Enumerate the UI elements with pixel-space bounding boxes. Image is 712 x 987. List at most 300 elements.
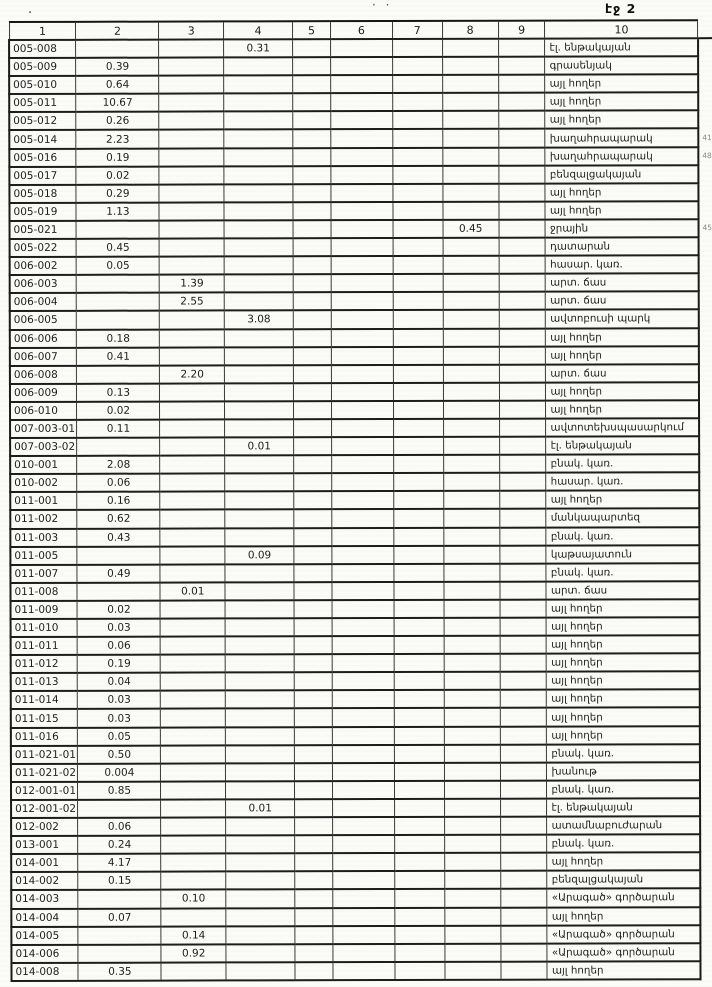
area-value-cell	[294, 455, 332, 473]
handwritten-margin-mark	[699, 364, 712, 382]
parcel-code-cell: 014-001	[11, 854, 78, 872]
area-value-cell	[393, 129, 443, 147]
area-value-cell: 0.06	[78, 818, 161, 836]
area-value-cell: 0.02	[78, 601, 161, 619]
area-value-cell: 0.62	[77, 510, 160, 528]
land-use-cell: այլ հողեր	[547, 690, 700, 708]
area-value-cell	[159, 184, 224, 202]
area-value-cell	[332, 564, 394, 582]
area-value-cell	[293, 39, 331, 57]
area-value-cell	[393, 202, 443, 220]
area-value-cell	[444, 726, 500, 744]
parcel-code-cell: 005-014	[9, 130, 76, 148]
area-value-cell	[160, 329, 225, 347]
area-value-cell	[333, 853, 395, 871]
land-use-cell: այլ հողեր	[547, 708, 700, 726]
area-value-cell	[393, 455, 443, 473]
land-use-cell: այլ հողեր	[547, 726, 700, 744]
column-header: 1	[9, 22, 76, 40]
area-value-cell	[500, 708, 547, 726]
area-value-cell	[500, 744, 547, 762]
area-value-cell	[394, 835, 444, 853]
area-value-cell	[225, 510, 294, 528]
parcel-code-cell: 014-005	[11, 926, 78, 944]
land-use-cell: արտ. ճաս	[546, 581, 699, 599]
area-value-cell	[499, 400, 546, 418]
handwritten-margin-mark	[700, 889, 712, 907]
area-value-cell: 0.11	[77, 420, 160, 438]
table-body	[9, 38, 712, 981]
area-value-cell	[226, 763, 295, 781]
area-value-cell	[332, 690, 394, 708]
area-value-cell	[293, 130, 331, 148]
area-value-cell	[295, 926, 333, 944]
land-use-cell: բենզալցակայան	[545, 165, 698, 183]
column-header: 2	[76, 22, 159, 40]
parcel-code-cell: 012-001-02	[11, 800, 78, 818]
table-row	[11, 653, 712, 673]
area-value-cell	[498, 147, 545, 165]
parcel-code-cell: 011-014	[11, 691, 78, 709]
area-value-cell	[224, 220, 293, 238]
parcel-code-cell: 012-002	[11, 818, 78, 836]
table-row	[10, 545, 712, 565]
area-value-cell	[295, 835, 333, 853]
table-row	[11, 961, 712, 981]
land-use-cell: բենզալցակայան	[547, 871, 700, 889]
land-use-cell: բնակ. կառ.	[546, 527, 699, 545]
area-value-cell	[499, 310, 546, 328]
area-value-cell	[499, 346, 546, 364]
area-value-cell: 0.26	[76, 112, 159, 130]
area-value-cell	[161, 691, 226, 709]
area-value-cell	[226, 817, 295, 835]
area-value-cell: 0.02	[76, 166, 159, 184]
table-row	[9, 183, 712, 203]
area-value-cell	[224, 75, 293, 93]
area-value-cell	[224, 293, 293, 311]
area-value-cell	[294, 709, 332, 727]
area-value-cell	[293, 292, 331, 310]
parcel-code-cell: 006-003	[10, 275, 77, 293]
column-header: 9	[498, 21, 545, 39]
area-value-cell	[160, 600, 225, 618]
handwritten-margin-mark	[700, 925, 712, 943]
handwritten-margin-mark	[700, 943, 712, 961]
area-value-cell	[224, 112, 293, 130]
table-row	[10, 400, 712, 420]
handwritten-margin-mark	[700, 780, 712, 798]
area-value-cell	[224, 274, 293, 292]
area-value-cell	[160, 510, 225, 528]
area-value-cell	[77, 293, 160, 311]
area-value-cell	[393, 147, 443, 165]
area-value-cell	[161, 817, 226, 835]
parcel-code-cell: 005-010	[9, 76, 76, 94]
area-value-cell	[394, 618, 444, 636]
page-number-label: էջ 2	[605, 1, 637, 16]
scan-artifact-dots: · ·	[372, 0, 393, 12]
area-value-cell	[331, 383, 393, 401]
area-value-cell	[394, 745, 444, 763]
handwritten-margin-mark	[699, 472, 712, 490]
area-value-cell: 0.43	[77, 528, 160, 546]
area-value-cell: 4.17	[78, 854, 161, 872]
table-row	[9, 147, 712, 167]
parcel-code-cell: 005-009	[9, 58, 76, 76]
land-use-cell: այլ հողեր	[545, 74, 698, 92]
area-value-cell	[331, 184, 393, 202]
parcel-code-cell: 007-003-02	[10, 438, 77, 456]
area-value-cell	[443, 165, 499, 183]
area-value-cell	[161, 962, 226, 980]
area-value-cell	[332, 618, 394, 636]
area-value-cell	[499, 437, 546, 455]
area-value-cell	[395, 944, 445, 962]
area-value-cell	[393, 184, 443, 202]
handwritten-margin-mark: 41	[702, 133, 712, 143]
area-value-cell	[294, 528, 332, 546]
area-value-cell	[295, 962, 333, 980]
area-value-cell	[498, 93, 545, 111]
area-value-cell	[500, 636, 547, 654]
table-row	[11, 870, 712, 890]
area-value-cell	[394, 527, 444, 545]
area-value-cell	[294, 437, 332, 455]
area-value-cell	[78, 890, 161, 908]
area-value-cell	[161, 745, 226, 763]
area-value-cell	[331, 256, 393, 274]
area-value-cell	[331, 39, 393, 57]
handwritten-margin-mark	[700, 744, 712, 762]
area-value-cell	[77, 582, 160, 600]
handwritten-margin-mark	[700, 762, 712, 780]
area-value-cell	[225, 636, 294, 654]
area-value-cell	[499, 509, 546, 527]
area-value-cell: 0.92	[161, 944, 226, 962]
area-value-cell	[295, 890, 333, 908]
area-value-cell: 0.41	[77, 347, 160, 365]
table-row	[11, 708, 712, 728]
parcel-code-cell: 006-005	[10, 311, 77, 329]
area-value-cell	[395, 871, 445, 889]
area-value-cell	[393, 383, 443, 401]
area-value-cell: 10.67	[76, 94, 159, 112]
area-value-cell	[333, 817, 395, 835]
parcel-code-cell: 011-001	[10, 492, 77, 510]
area-value-cell	[393, 437, 443, 455]
column-header: 10	[545, 20, 698, 38]
parcel-code-cell: 005-012	[9, 112, 76, 130]
area-value-cell	[332, 636, 394, 654]
area-value-cell	[500, 780, 547, 798]
handwritten-margin-mark	[700, 870, 712, 888]
land-use-cell: արտ. ճաս	[546, 364, 699, 382]
handwritten-margin-mark	[700, 708, 712, 726]
area-value-cell	[294, 582, 332, 600]
land-use-cell: ավտոբուսի պարկ	[546, 310, 699, 328]
area-value-cell: 0.07	[78, 908, 161, 926]
area-value-cell	[159, 220, 224, 238]
area-value-cell	[224, 166, 293, 184]
land-use-cell: այլ հողեր	[546, 599, 699, 617]
land-use-cell: այլ հողեր	[546, 328, 699, 346]
area-value-cell	[392, 39, 442, 57]
area-value-cell	[499, 473, 546, 491]
area-value-cell	[77, 365, 160, 383]
area-value-cell	[332, 708, 394, 726]
area-value-cell	[160, 474, 225, 492]
area-value-cell	[499, 183, 546, 201]
parcel-code-cell: 011-015	[11, 709, 78, 727]
land-use-cell: «Արագած» գործարան	[547, 889, 700, 907]
land-use-cell: արտ. ճաս	[546, 273, 699, 291]
area-value-cell	[160, 383, 225, 401]
land-use-cell: այլ հողեր	[546, 400, 699, 418]
area-value-cell: 0.05	[77, 257, 160, 275]
handwritten-margin-mark	[699, 545, 712, 563]
area-value-cell	[332, 727, 394, 745]
area-value-cell	[444, 762, 500, 780]
area-value-cell	[332, 763, 394, 781]
area-value-cell: 2.23	[76, 130, 159, 148]
handwritten-margin-mark	[700, 852, 712, 870]
area-value-cell	[500, 889, 547, 907]
parcel-code-cell: 011-007	[10, 565, 77, 583]
area-value-cell	[444, 817, 500, 835]
land-use-cell: բնակ. կառ.	[547, 780, 700, 798]
handwritten-margin-mark	[699, 400, 712, 418]
area-value-cell	[500, 599, 547, 617]
area-value-cell	[394, 708, 444, 726]
area-value-cell	[443, 473, 499, 491]
area-value-cell	[444, 708, 500, 726]
table-row	[11, 852, 712, 872]
area-value-cell	[226, 962, 295, 980]
parcel-code-cell: 005-018	[9, 185, 76, 203]
area-value-cell	[294, 691, 332, 709]
table-row	[11, 671, 712, 691]
table-row	[10, 509, 712, 529]
area-value-cell	[499, 419, 546, 437]
area-value-cell	[395, 962, 445, 980]
parcel-code-cell: 010-001	[10, 456, 77, 474]
table-row	[11, 943, 712, 963]
area-value-cell	[500, 762, 547, 780]
parcel-code-cell: 005-022	[10, 239, 77, 257]
area-value-cell	[444, 744, 500, 762]
area-value-cell	[294, 510, 332, 528]
table-row	[11, 834, 712, 854]
area-value-cell	[294, 473, 332, 491]
area-value-cell	[161, 727, 226, 745]
table-row	[10, 364, 712, 384]
land-use-cell: «Արագած» գործարան	[547, 943, 700, 961]
area-value-cell	[159, 39, 224, 57]
area-value-cell	[77, 221, 160, 239]
area-value-cell	[443, 183, 499, 201]
table-row	[9, 111, 712, 131]
area-value-cell	[393, 93, 443, 111]
land-use-cell: այլ հողեր	[547, 671, 700, 689]
area-value-cell	[295, 908, 333, 926]
area-value-cell	[224, 94, 293, 112]
area-value-cell	[161, 836, 226, 854]
area-value-cell	[442, 39, 498, 57]
area-value-cell	[500, 563, 547, 581]
area-value-cell	[226, 709, 295, 727]
area-value-cell	[294, 401, 332, 419]
handwritten-margin-mark	[699, 454, 712, 472]
handwritten-margin-mark	[699, 509, 712, 527]
area-value-cell	[331, 310, 393, 328]
area-value-cell	[395, 907, 445, 925]
area-value-cell	[225, 329, 294, 347]
area-value-cell	[161, 781, 226, 799]
table-row	[9, 38, 712, 58]
table-header-row	[9, 20, 712, 40]
area-value-cell	[160, 347, 225, 365]
area-value-cell	[333, 871, 395, 889]
area-value-cell	[293, 112, 331, 130]
area-value-cell	[224, 184, 293, 202]
land-use-cell: էլ. ենթակայան	[547, 798, 700, 816]
area-value-cell	[393, 274, 443, 292]
area-value-cell: 0.49	[77, 564, 160, 582]
area-value-cell	[160, 492, 225, 510]
area-value-cell	[293, 365, 331, 383]
area-value-cell	[444, 600, 500, 618]
land-use-cell: բնակ. կառ.	[546, 563, 699, 581]
area-value-cell	[159, 238, 224, 256]
table-row	[10, 219, 712, 239]
area-value-cell: 0.02	[77, 401, 160, 419]
parcel-code-cell: 012-001-01	[11, 782, 78, 800]
area-value-cell: 0.64	[76, 76, 159, 94]
land-use-cell: այլ հողեր	[547, 907, 700, 925]
area-value-cell	[444, 853, 500, 871]
handwritten-margin-mark	[698, 111, 712, 129]
area-value-cell: 0.85	[78, 781, 161, 799]
handwritten-margin-mark	[700, 816, 712, 834]
area-value-cell	[394, 781, 444, 799]
area-value-cell	[293, 256, 331, 274]
area-value-cell	[444, 672, 500, 690]
area-value-cell	[226, 890, 295, 908]
handwritten-margin-mark	[698, 92, 712, 110]
area-value-cell	[225, 365, 294, 383]
area-value-cell	[442, 75, 498, 93]
area-value-cell	[293, 274, 331, 292]
handwritten-margin-mark	[700, 798, 712, 816]
area-value-cell	[442, 111, 498, 129]
parcel-code-cell: 005-008	[9, 40, 76, 58]
area-value-cell	[500, 871, 547, 889]
land-use-cell: ատամնաբուժարան	[547, 816, 700, 834]
parcel-code-cell: 014-003	[11, 890, 78, 908]
area-value-cell	[500, 907, 547, 925]
area-value-cell	[443, 202, 499, 220]
table-row	[10, 237, 712, 257]
area-value-cell	[443, 310, 499, 328]
land-use-cell: այլ հողեր	[545, 201, 698, 219]
parcel-code-cell: 014-008	[11, 963, 78, 981]
area-value-cell	[293, 166, 331, 184]
area-value-cell: 0.03	[78, 709, 161, 727]
land-use-cell: այլ հողեր	[547, 852, 700, 870]
area-value-cell	[333, 799, 395, 817]
table-row	[10, 382, 712, 402]
area-value-cell	[333, 835, 395, 853]
area-value-cell	[295, 944, 333, 962]
area-value-cell	[445, 907, 501, 925]
table-row	[10, 436, 712, 456]
parcel-code-cell: 010-002	[10, 474, 77, 492]
area-value-cell	[499, 545, 546, 563]
area-value-cell	[159, 257, 224, 275]
area-value-cell	[225, 564, 294, 582]
area-value-cell	[499, 382, 546, 400]
area-value-cell	[393, 238, 443, 256]
area-value-cell	[226, 835, 295, 853]
area-value-cell	[295, 871, 333, 889]
table-row	[9, 165, 712, 185]
area-value-cell	[444, 690, 500, 708]
area-value-cell	[224, 238, 293, 256]
land-use-cell: այլ հողեր	[547, 617, 700, 635]
land-parcel-table	[8, 19, 712, 982]
handwritten-margin-mark	[698, 56, 712, 74]
table-row	[9, 129, 712, 149]
area-value-cell	[393, 220, 443, 238]
area-value-cell	[295, 763, 333, 781]
area-value-cell	[332, 509, 394, 527]
area-value-cell	[393, 310, 443, 328]
land-use-cell: արտ. ճաս	[546, 292, 699, 310]
land-use-cell: էլ. ենթակայան	[545, 38, 698, 56]
parcel-code-cell: 005-017	[9, 166, 76, 184]
area-value-cell	[393, 256, 443, 274]
area-value-cell	[393, 401, 443, 419]
handwritten-margin-mark	[699, 418, 712, 436]
area-value-cell	[225, 401, 294, 419]
area-value-cell	[394, 654, 444, 672]
land-use-cell: այլ հողեր	[545, 92, 698, 110]
area-value-cell	[499, 256, 546, 274]
area-value-cell	[161, 709, 226, 727]
area-value-cell	[394, 817, 444, 835]
area-value-cell	[394, 600, 444, 618]
area-value-cell	[498, 39, 545, 57]
area-value-cell	[76, 40, 159, 58]
area-value-cell	[444, 654, 500, 672]
handwritten-margin-mark	[698, 165, 712, 183]
area-value-cell	[293, 238, 331, 256]
area-value-cell	[443, 274, 499, 292]
table-row	[10, 255, 712, 275]
area-value-cell	[294, 745, 332, 763]
area-value-cell	[331, 111, 393, 129]
land-use-cell: կաթսայատուն	[546, 545, 699, 563]
handwritten-margin-mark	[700, 671, 712, 689]
area-value-cell	[500, 672, 547, 690]
table-row	[9, 74, 712, 94]
handwritten-margin-mark	[698, 237, 712, 255]
area-value-cell	[444, 582, 500, 600]
area-value-cell	[394, 690, 444, 708]
area-value-cell	[444, 889, 500, 907]
area-value-cell	[443, 147, 499, 165]
